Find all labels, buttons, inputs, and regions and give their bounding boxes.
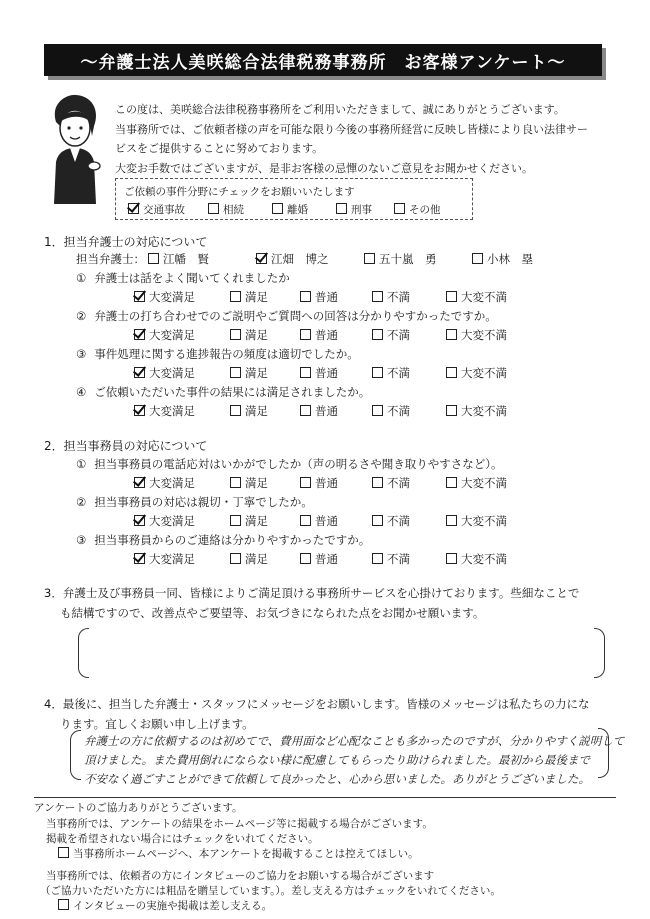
rating-option-label: 満足 <box>245 514 268 528</box>
rating-option-label: 満足 <box>245 476 268 490</box>
rating-option[interactable] <box>300 475 338 491</box>
rating-option-label: 普通 <box>315 366 338 380</box>
checkbox[interactable] <box>148 253 159 264</box>
checkbox[interactable] <box>208 203 219 214</box>
checkbox[interactable] <box>134 291 145 302</box>
rating-option[interactable] <box>446 289 507 305</box>
section4-line: 4．最後に、担当した弁護士・スタッフにメッセージをお願いします。皆様のメッセージは私たちの力にな <box>44 697 590 711</box>
checkbox[interactable] <box>300 477 311 488</box>
section2-questions <box>76 456 616 566</box>
checkbox[interactable] <box>372 477 383 488</box>
checkbox[interactable] <box>256 253 267 264</box>
intro-line: ビスをご提供することに努めております。 <box>115 142 324 155</box>
rating-option-label: 普通 <box>315 552 338 566</box>
section1-heading: 1．担当弁護士の対応について <box>44 235 208 249</box>
checkbox[interactable] <box>446 477 457 488</box>
checkbox[interactable] <box>134 553 145 564</box>
rating-option[interactable] <box>134 551 195 567</box>
intro-line: この度は、美咲総合法律税務事務所をご利用いただきまして、誠にありがとうございます。 <box>115 103 565 116</box>
rating-option-label: 不満 <box>387 476 410 490</box>
rating-option-label: 不満 <box>387 328 410 342</box>
case-type-option[interactable] <box>336 202 372 217</box>
checkbox[interactable] <box>300 291 311 302</box>
case-type-option-label: 刑事 <box>351 204 372 216</box>
lawyer-options <box>148 251 548 265</box>
question-number: ② <box>76 309 87 323</box>
rating-option[interactable] <box>230 365 268 381</box>
question-label: ご依頼いただいた事件の結果には満足されましたか。 <box>94 385 371 399</box>
rating-option[interactable] <box>300 289 338 305</box>
question-label: 担当事務員の対応は親切・丁寧でしたか。 <box>94 495 313 509</box>
answer-bracket-right <box>594 628 605 678</box>
lawyer-option[interactable] <box>148 251 209 267</box>
section3-line: も結構ですので、改善点やご要望等、お気づきになられた点をお聞かせ願います。 <box>60 606 485 620</box>
checkbox[interactable] <box>300 367 311 378</box>
rating-option-label: 普通 <box>315 328 338 342</box>
checkbox[interactable] <box>372 291 383 302</box>
question-label: 担当事務員の電話応対はいかがでしたか（声の明るさや聞き取りやすさなど）。 <box>94 457 503 471</box>
rating-option-label: 大変満足 <box>149 328 195 342</box>
question-text <box>76 384 370 400</box>
checkbox[interactable] <box>372 367 383 378</box>
handwritten-message-line: 不安なく過ごすことができて依頼して良かったと、心から思いました。ありがとうございました。 <box>84 772 590 786</box>
publish-option-label: 当事務所ホームページへ、本アンケートを掲載することは控えてほしい。 <box>73 848 419 860</box>
question-text <box>76 270 290 286</box>
rating-option[interactable] <box>134 513 195 529</box>
rating-option[interactable] <box>230 327 268 343</box>
rating-option-label: 普通 <box>315 290 338 304</box>
answer-bracket-left <box>78 628 89 678</box>
lawyer-option-label: 五十嵐 勇 <box>379 252 437 266</box>
publish-option[interactable] <box>58 846 419 861</box>
rating-option[interactable] <box>230 513 268 529</box>
question-text <box>76 308 497 324</box>
checkbox[interactable] <box>134 515 145 526</box>
rating-option[interactable] <box>230 403 268 419</box>
rating-option[interactable] <box>134 475 195 491</box>
rating-option[interactable] <box>372 475 410 491</box>
rating-option[interactable] <box>134 403 195 419</box>
rating-option-label: 大変不満 <box>461 476 507 490</box>
rating-option[interactable] <box>300 513 338 529</box>
rating-option-label: 大変不満 <box>461 514 507 528</box>
checkbox[interactable] <box>336 203 347 214</box>
rating-option-label: 満足 <box>245 404 268 418</box>
rating-option-label: 大変満足 <box>149 552 195 566</box>
question-number: ④ <box>76 385 87 399</box>
checkbox[interactable] <box>372 553 383 564</box>
section2-heading: 2．担当事務員の対応について <box>44 439 208 453</box>
question-label: 事件処理に関する進捗報告の頻度は適切でしたか。 <box>94 347 359 361</box>
section3-answer[interactable] <box>92 640 590 664</box>
case-type-option-label: 離婚 <box>287 204 308 216</box>
checkbox[interactable] <box>272 203 283 214</box>
rating-option-label: 不満 <box>387 366 410 380</box>
footer-publish-line: 当事務所では、アンケートの結果をホームページ等に掲載する場合がございます。 <box>46 818 433 830</box>
interview-checkbox[interactable] <box>58 899 69 910</box>
question-number: ③ <box>76 533 87 547</box>
checkbox[interactable] <box>300 405 311 416</box>
question-text <box>76 494 313 510</box>
rating-option[interactable] <box>372 327 410 343</box>
rating-option[interactable] <box>300 327 338 343</box>
checkbox[interactable] <box>300 553 311 564</box>
checkbox[interactable] <box>134 367 145 378</box>
checkbox[interactable] <box>134 405 145 416</box>
rating-option[interactable] <box>372 551 410 567</box>
page-title: ～弁護士法人美咲総合法律税務事務所 お客様アンケート～ <box>44 44 602 76</box>
checkbox[interactable] <box>372 515 383 526</box>
question-label: 弁護士は話をよく聞いてくれましたか <box>94 271 290 285</box>
staff-illustration <box>42 92 106 204</box>
question-number: ② <box>76 495 87 509</box>
rating-option-label: 普通 <box>315 404 338 418</box>
lawyer-option-label: 小林 塁 <box>487 252 533 266</box>
rating-option[interactable] <box>446 365 507 381</box>
case-type-option[interactable] <box>128 202 185 217</box>
rating-option-label: 不満 <box>387 404 410 418</box>
section1-questions <box>76 270 616 418</box>
intro-line: 大変お手数ではございますが、是非お客様の忌憚のないご意見をお聞かせください。 <box>115 162 533 175</box>
rating-option[interactable] <box>446 551 507 567</box>
rating-option[interactable] <box>372 403 410 419</box>
publish-checkbox[interactable] <box>58 847 69 858</box>
rating-option[interactable] <box>372 365 410 381</box>
checkbox[interactable] <box>446 515 457 526</box>
case-type-options <box>124 202 464 216</box>
handwritten-message-line: 弁護士の方に依頼するのは初めてで、費用面など心配なことも多かったのですが、分かりやすく説明して <box>84 734 625 748</box>
rating-option-label: 不満 <box>387 552 410 566</box>
checkbox[interactable] <box>364 253 375 264</box>
rating-option-label: 大変満足 <box>149 514 195 528</box>
rating-option-label: 大変不満 <box>461 404 507 418</box>
footer-interview-line: （ご協力いただいた方には粗品を贈呈しています。）。差し支える方はチェックをいれてください。 <box>40 885 501 897</box>
checkbox[interactable] <box>134 329 145 340</box>
lawyer-label: 担当弁護士： <box>76 252 145 266</box>
case-type-option-label: その他 <box>409 204 441 216</box>
rating-option-label: 満足 <box>245 328 268 342</box>
checkbox[interactable] <box>446 291 457 302</box>
rating-option[interactable] <box>300 551 338 567</box>
checkbox[interactable] <box>472 253 483 264</box>
checkbox[interactable] <box>446 367 457 378</box>
rating-option-label: 大変不満 <box>461 552 507 566</box>
section3-line: 3．弁護士及び事務員一同、皆様によりご満足頂ける事務所サービスを心掛けております。些細なことで <box>44 586 580 600</box>
footer-thanks: アンケートのご協力ありがとうございます。 <box>34 802 243 814</box>
checkbox[interactable] <box>230 477 241 488</box>
rating-option[interactable] <box>446 513 507 529</box>
lawyer-option[interactable] <box>472 251 533 267</box>
intro-line: 当事務所では、ご依頼者様の声を可能な限り今後の事務所経営に反映し皆様により良い法律サー <box>115 123 588 136</box>
question-number: ① <box>76 457 87 471</box>
rating-option-label: 大変満足 <box>149 366 195 380</box>
checkbox[interactable] <box>230 553 241 564</box>
footer-divider <box>34 797 616 798</box>
case-type-prompt: ご依頼の事件分野にチェックをお願いいたします <box>124 186 355 198</box>
checkbox[interactable] <box>230 405 241 416</box>
case-type-option[interactable] <box>394 202 441 217</box>
question-number: ① <box>76 271 87 285</box>
checkbox[interactable] <box>134 477 145 488</box>
lawyer-option-label: 江幡 賢 <box>163 252 209 266</box>
checkbox[interactable] <box>230 367 241 378</box>
rating-option[interactable] <box>134 327 195 343</box>
question-text <box>76 456 503 472</box>
question-label: 弁護士の打ち合わせでのご説明やご質問への回答は分かりやすかったですか。 <box>94 309 497 323</box>
question-text <box>76 532 370 548</box>
checkbox[interactable] <box>230 291 241 302</box>
rating-option-label: 不満 <box>387 514 410 528</box>
rating-option[interactable] <box>134 365 195 381</box>
interview-option-label: インタビューの実施や掲載は差し支える。 <box>73 900 273 912</box>
checkbox[interactable] <box>394 203 405 214</box>
rating-option-label: 大変不満 <box>461 328 507 342</box>
handwritten-message-line: 頂けました。また費用倒れにならない様に配慮してもらったり助けられました。最初から最後まで <box>84 753 590 767</box>
lawyer-option[interactable] <box>256 251 329 267</box>
interview-option[interactable] <box>58 898 272 913</box>
rating-option[interactable] <box>446 475 507 491</box>
rating-option-label: 大変満足 <box>149 290 195 304</box>
rating-option[interactable] <box>372 289 410 305</box>
rating-option-label: 満足 <box>245 366 268 380</box>
rating-option-label: 普通 <box>315 476 338 490</box>
lawyer-option-label: 江畑 博之 <box>271 252 329 266</box>
checkbox[interactable] <box>300 329 311 340</box>
rating-option-label: 満足 <box>245 552 268 566</box>
question-label: 担当事務員からのご連絡は分かりやすかったですか。 <box>94 533 371 547</box>
footer-interview-line: 当事務所では、依頼者の方にインタビューのご協力をお願いする場合がございます <box>46 870 435 882</box>
rating-option[interactable] <box>230 475 268 491</box>
checkbox[interactable] <box>372 405 383 416</box>
rating-option[interactable] <box>372 513 410 529</box>
rating-option-label: 大変満足 <box>149 404 195 418</box>
rating-option-label: 大変満足 <box>149 476 195 490</box>
message-bracket-left <box>70 730 81 780</box>
rating-option[interactable] <box>446 327 507 343</box>
rating-option-label: 普通 <box>315 514 338 528</box>
rating-option[interactable] <box>230 551 268 567</box>
question-number: ③ <box>76 347 87 361</box>
section4-line: ります。宜しくお願い申し上げます。 <box>60 717 254 731</box>
rating-option-label: 大変不満 <box>461 290 507 304</box>
case-type-option[interactable] <box>208 202 244 217</box>
rating-option-label: 不満 <box>387 290 410 304</box>
checkbox[interactable] <box>446 405 457 416</box>
rating-option-label: 大変不満 <box>461 366 507 380</box>
rating-option[interactable] <box>134 289 195 305</box>
footer-publish-line: 掲載を希望されない場合にはチェックをいれてください。 <box>46 833 319 845</box>
rating-option[interactable] <box>300 365 338 381</box>
case-type-option[interactable] <box>272 202 308 217</box>
case-type-option-label: 相続 <box>223 204 244 216</box>
checkbox[interactable] <box>372 329 383 340</box>
rating-option-label: 満足 <box>245 290 268 304</box>
checkbox[interactable] <box>300 515 311 526</box>
question-text <box>76 346 359 362</box>
checkbox[interactable] <box>446 553 457 564</box>
rating-option[interactable] <box>446 403 507 419</box>
lawyer-option[interactable] <box>364 251 437 267</box>
rating-option[interactable] <box>300 403 338 419</box>
checkbox[interactable] <box>230 329 241 340</box>
case-type-option-label: 交通事故 <box>143 204 185 216</box>
checkbox[interactable] <box>446 329 457 340</box>
checkbox[interactable] <box>230 515 241 526</box>
rating-option[interactable] <box>230 289 268 305</box>
checkbox[interactable] <box>128 203 139 214</box>
